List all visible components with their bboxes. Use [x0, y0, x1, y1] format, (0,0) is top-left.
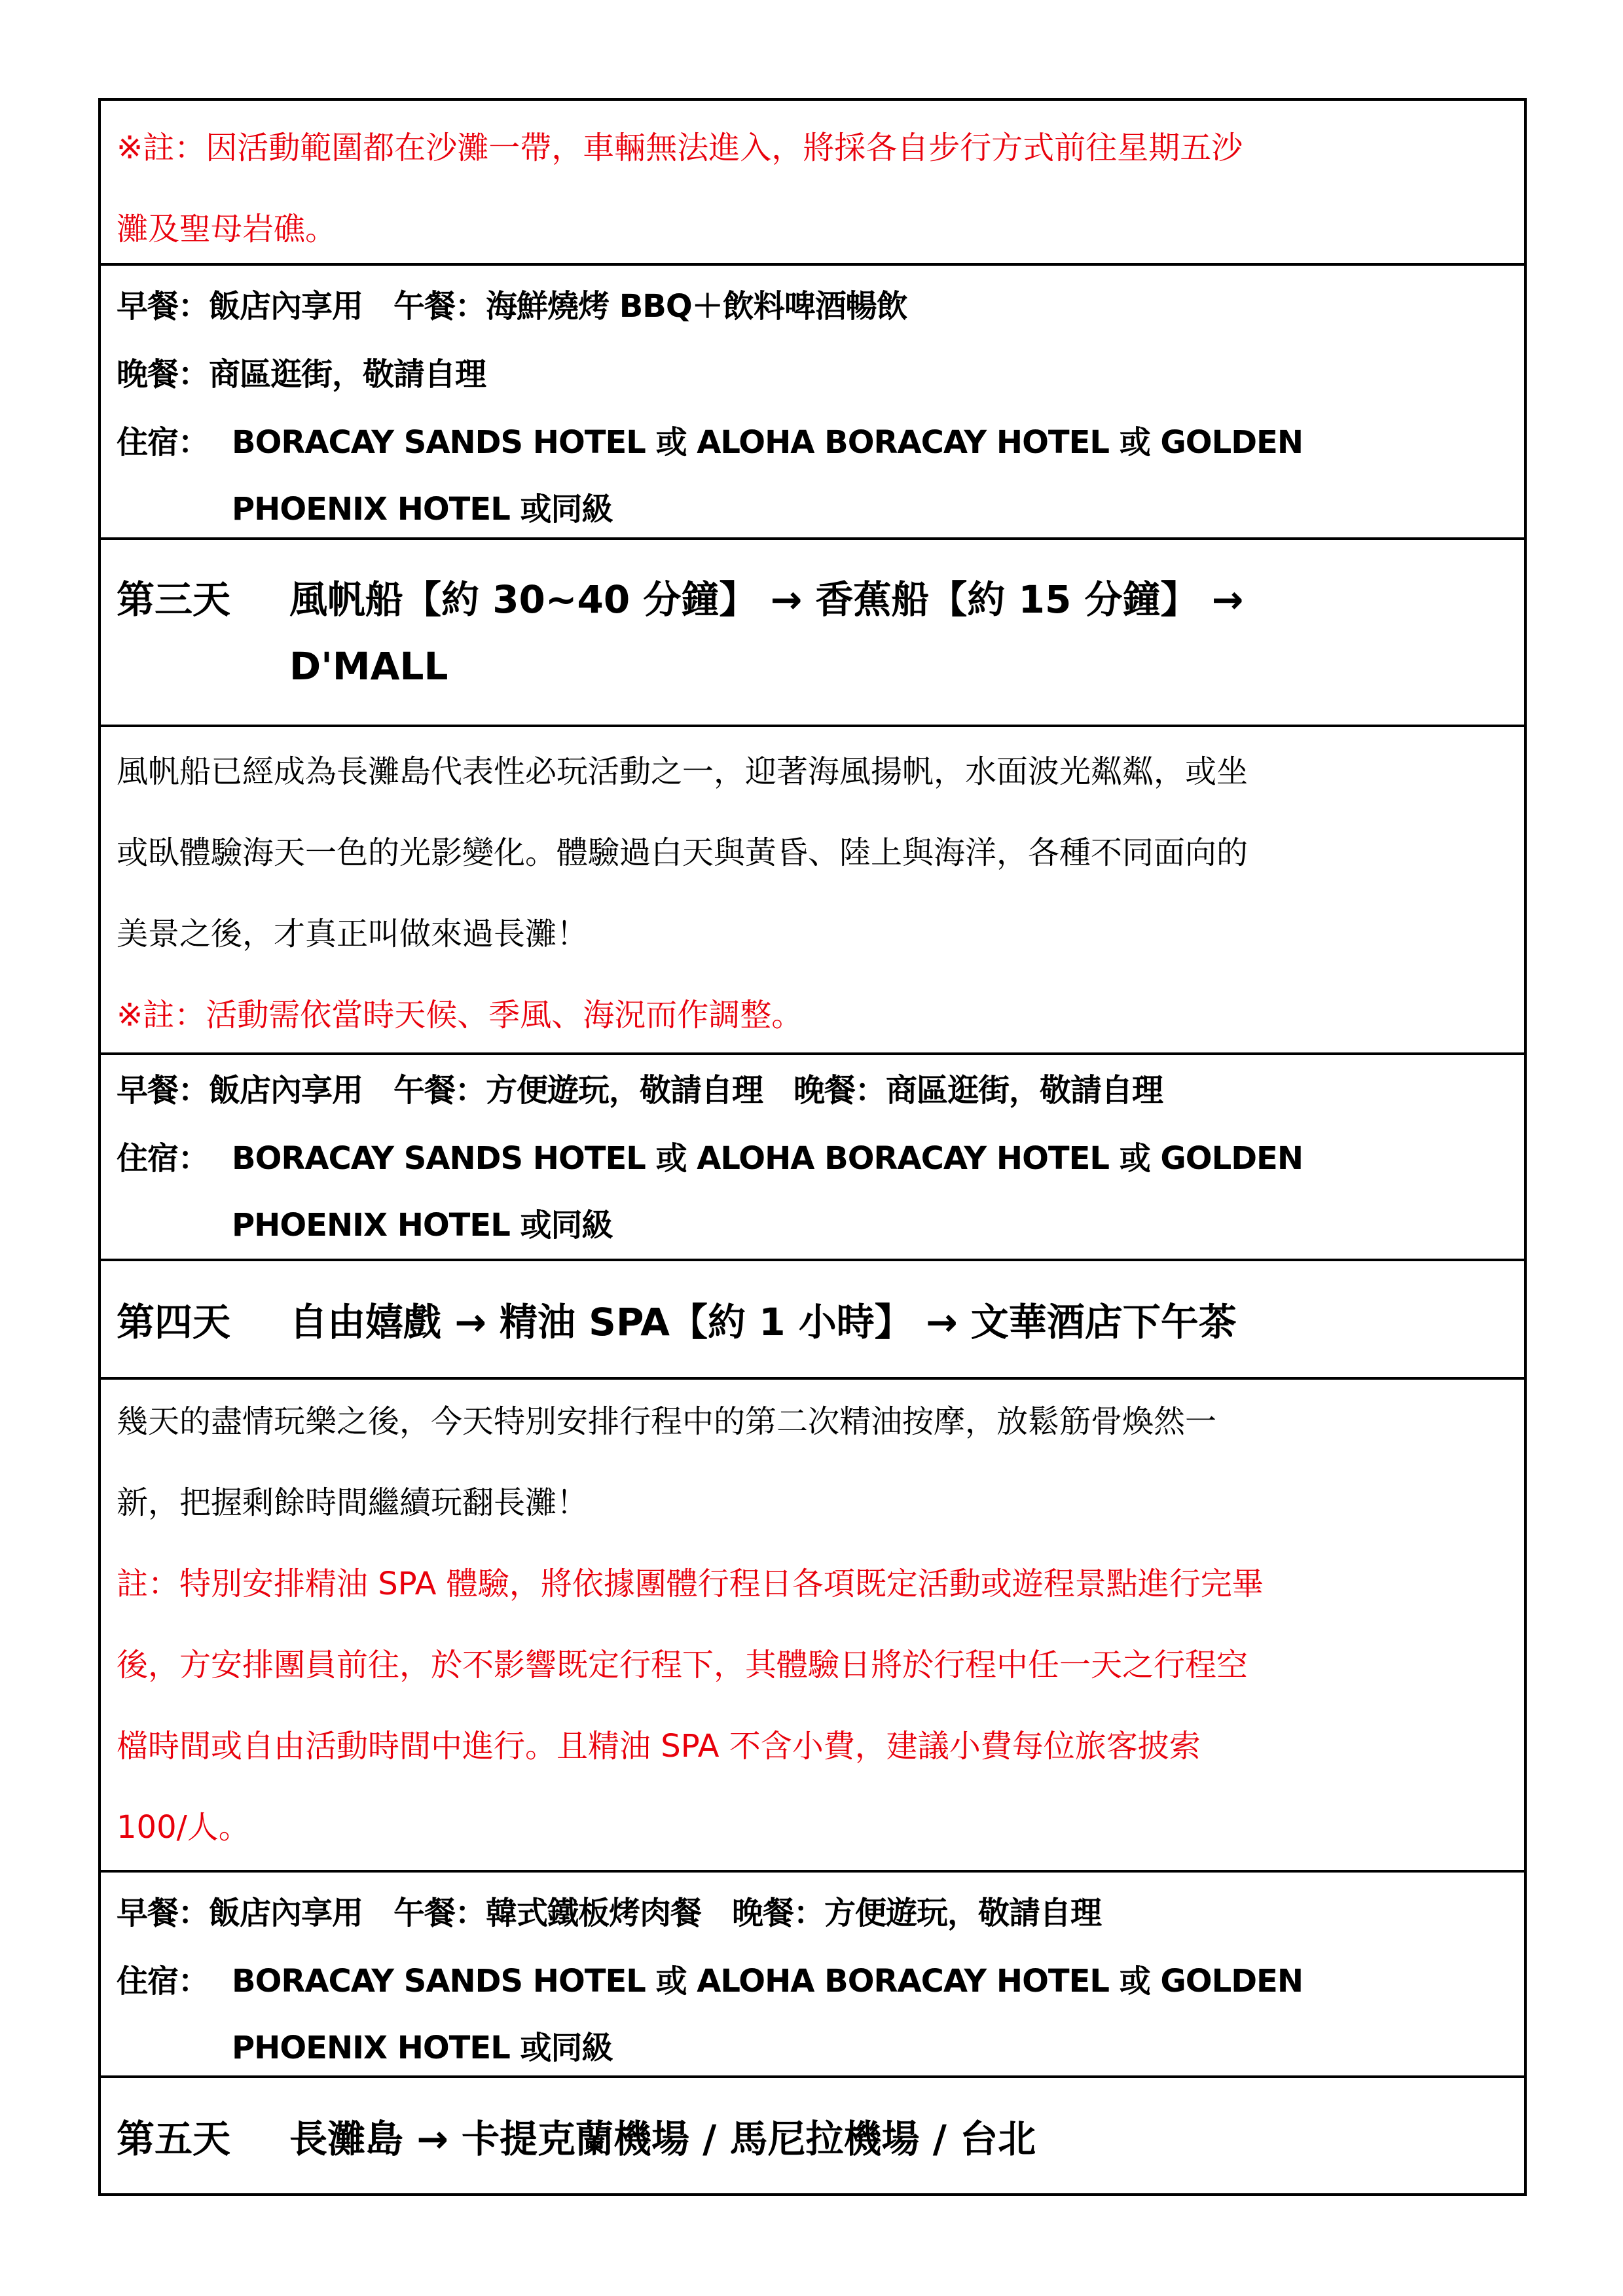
breakfast-lunch-text: 早餐：飯店內享用 午餐：海鮮燒烤 BBQ＋飲料啤酒暢飲: [117, 288, 907, 325]
day-title: 自由嬉戲 → 精油 SPA【約 1 小時】 → 文華酒店下午茶: [289, 1300, 1237, 1344]
description-line: 或臥體驗海天一色的光影變化。體驗過白天與黃昏、陸上與海洋，各種不同面向的: [117, 834, 1249, 871]
description-row-day3: [101, 727, 1524, 1055]
note-line: 灘及聖母岩礁。: [117, 211, 337, 247]
description-line: 幾天的盡情玩樂之後，今天特別安排行程中的第二次精油按摩，放鬆筋骨煥然一: [117, 1403, 1217, 1440]
hotel-text: PHOENIX HOTEL 或同級: [232, 491, 613, 528]
meals-row-day4: [101, 1873, 1524, 2078]
note-line: ※註：活動需依當時天候、季風、海況而作調整。: [117, 997, 803, 1033]
day-heading-row-day5: [101, 2078, 1524, 2195]
day-label: 第三天: [117, 577, 231, 622]
hotel-label: 住宿：: [117, 1963, 210, 2000]
meals-row-day2: [101, 266, 1524, 540]
hotel-text: PHOENIX HOTEL 或同級: [232, 1207, 613, 1244]
day-title: D'MALL: [289, 644, 448, 689]
description-line: 新，把握剩餘時間繼續玩翻長灘！: [117, 1484, 589, 1521]
dinner-text: 晚餐：商區逛街，敬請自理: [117, 356, 486, 393]
description-line: 美景之後，才真正叫做來過長灘！: [117, 916, 589, 952]
hotel-label: 住宿：: [117, 1140, 210, 1177]
description-row-day4: [101, 1380, 1524, 1873]
day-label: 第四天: [117, 1300, 231, 1344]
hotel-text: BORACAY SANDS HOTEL 或 ALOHA BORACAY HOTEL 或 GOLDEN: [232, 1140, 1304, 1177]
day-heading-row-day3: [101, 540, 1524, 727]
hotel-text: BORACAY SANDS HOTEL 或 ALOHA BORACAY HOTEL 或 GOLDEN: [232, 424, 1304, 461]
day-heading-row-day4: [101, 1261, 1524, 1380]
note-line: 檔時間或自由活動時間中進行。且精油 SPA 不含小費，建議小費每位旅客披索: [117, 1728, 1201, 1765]
meals-text: 早餐：飯店內享用 午餐：韓式鐵板烤肉餐 晚餐：方便遊玩，敬請自理: [117, 1895, 1102, 1931]
hotel-label: 住宿：: [117, 424, 210, 461]
meals-text: 早餐：飯店內享用 午餐：方便遊玩，敬請自理 晚餐：商區逛街，敬請自理: [117, 1072, 1163, 1109]
note-row-beach-access: [101, 101, 1524, 266]
note-line: 100/人。: [117, 1809, 250, 1846]
day-title: 風帆船【約 30~40 分鐘】 → 香蕉船【約 15 分鐘】 →: [289, 577, 1244, 622]
day-title: 長灘島 → 卡提克蘭機場 / 馬尼拉機場 / 台北: [289, 2117, 1036, 2161]
hotel-text: BORACAY SANDS HOTEL 或 ALOHA BORACAY HOTEL 或 GOLDEN: [232, 1963, 1304, 2000]
note-line: 註：特別安排精油 SPA 體驗，將依據團體行程日各項既定活動或遊程景點進行完畢: [117, 1566, 1264, 1602]
itinerary-table: [98, 98, 1527, 2196]
note-line: 後，方安排團員前往，於不影響既定行程下，其體驗日將於行程中任一天之行程空: [117, 1647, 1249, 1683]
meals-row-day3: [101, 1055, 1524, 1261]
hotel-text: PHOENIX HOTEL 或同級: [232, 2030, 613, 2066]
description-line: 風帆船已經成為長灘島代表性必玩活動之一，迎著海風揚帆，水面波光粼粼，或坐: [117, 753, 1249, 790]
day-label: 第五天: [117, 2117, 231, 2161]
note-line: ※註：因活動範圍都在沙灘一帶，車輛無法進入，將採各自步行方式前往星期五沙: [117, 130, 1243, 166]
